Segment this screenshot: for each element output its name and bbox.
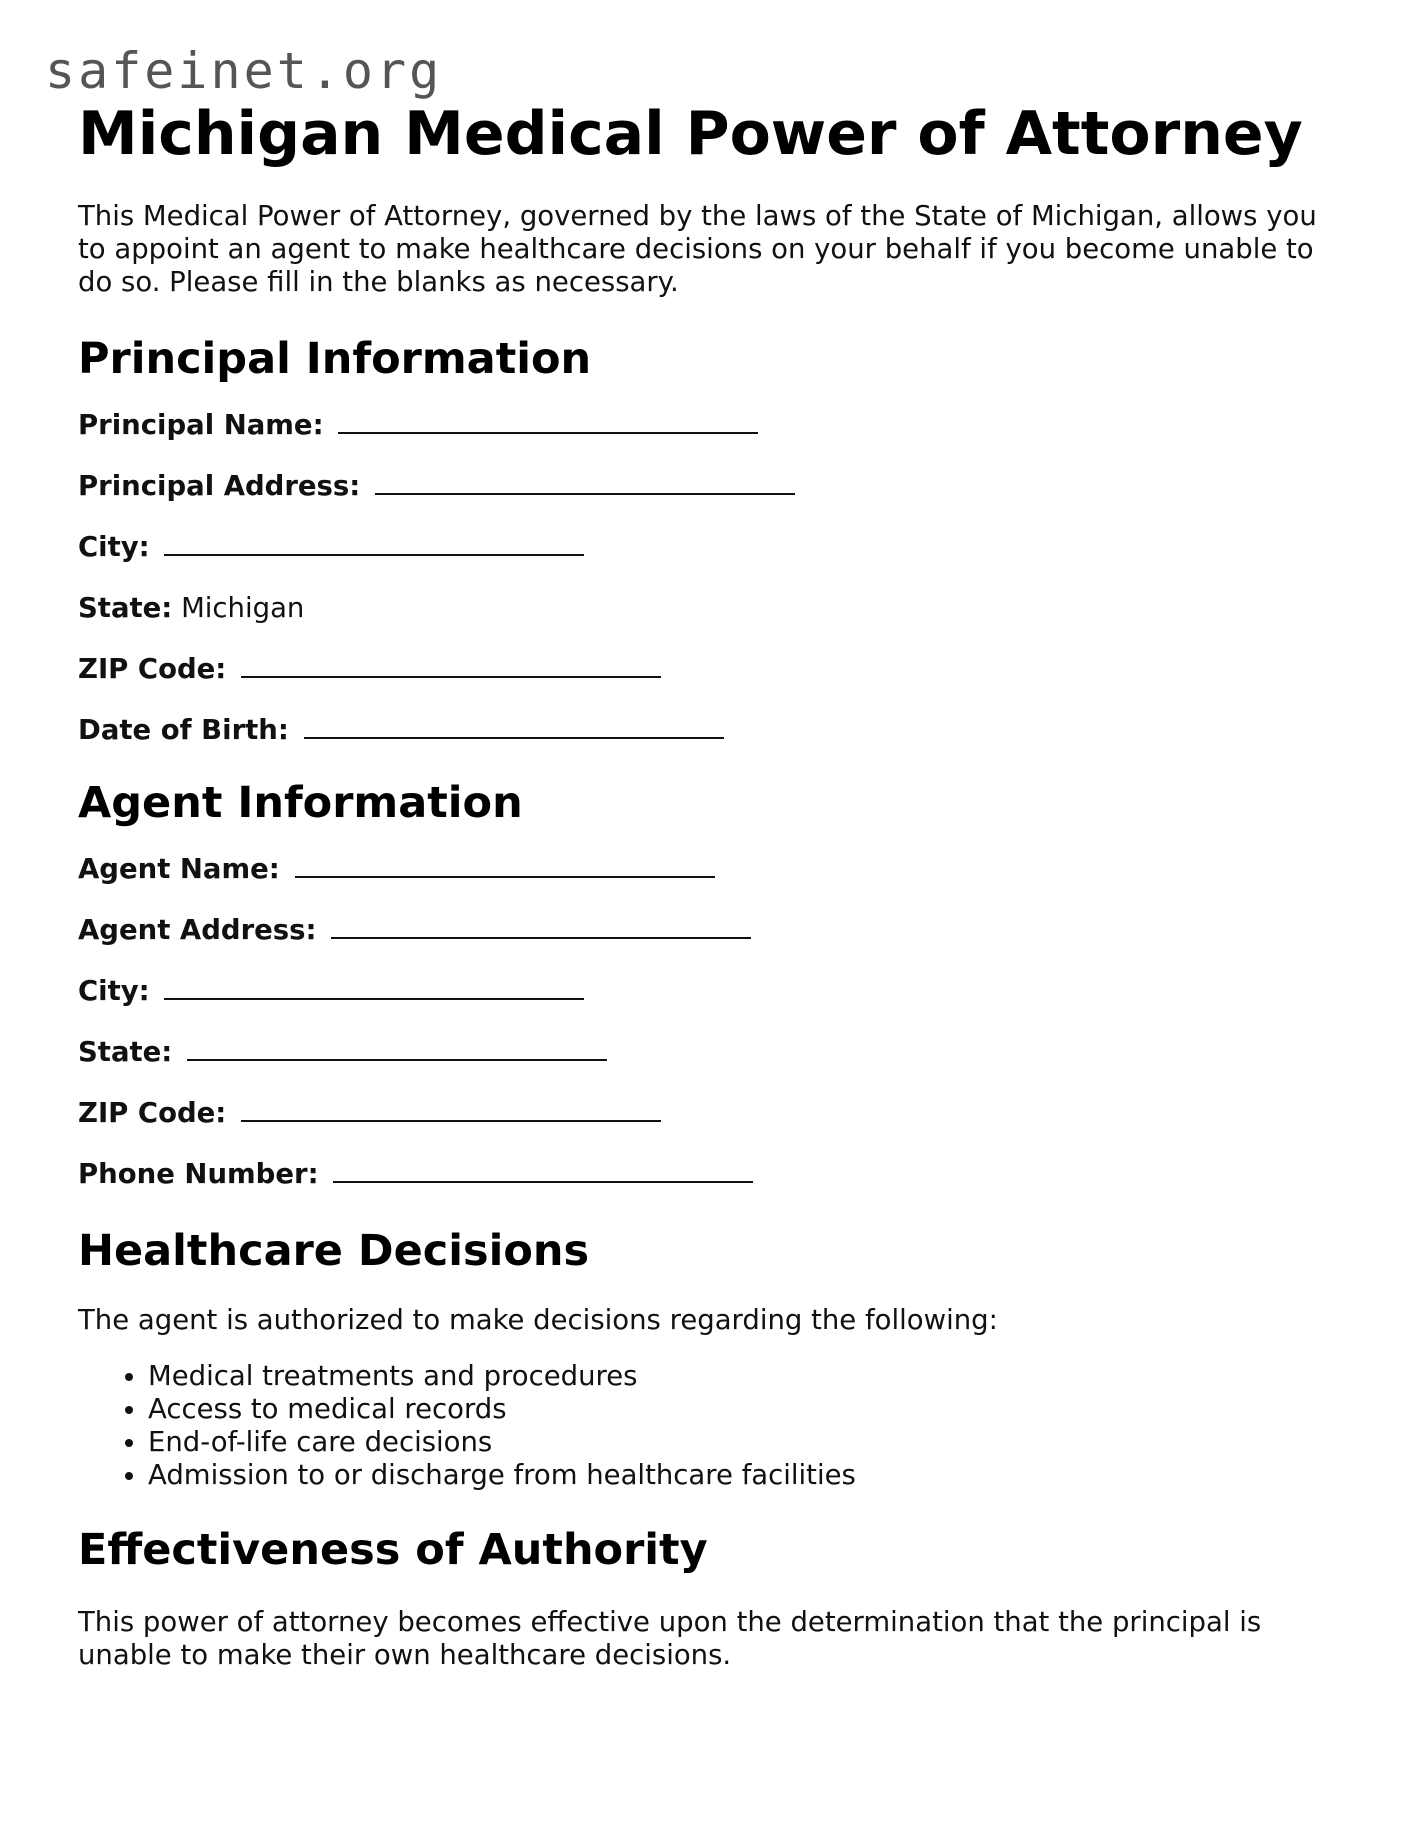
watermark-text: safeinet.org [45,42,443,100]
principal-address-blank[interactable] [375,471,795,495]
list-item: • Admission to or discharge from healthcare facilities [148,1459,1340,1492]
agent-zip-label: ZIP Code: [78,1097,227,1129]
principal-state-label: State: [78,592,173,624]
intro-paragraph: This Medical Power of Attorney, governed by the laws of the State of Michigan, allows you to appoint an agent to make healthcare decisions on your behalf if you become unable to do so. Please fill in the blanks as necessary. [78,200,1317,298]
principal-address-field [78,469,1340,503]
agent-address-label: Agent Address: [78,914,317,946]
agent-address-field [78,913,1340,947]
agent-state-blank[interactable] [187,1037,607,1061]
agent-name-field [78,852,1340,886]
agent-city-field [78,974,1340,1008]
principal-state-value: Michigan [181,592,305,624]
list-item: • End-of-life care decisions [148,1426,1340,1459]
agent-zip-field [78,1096,1340,1130]
document-title: Michigan Medical Power of Attorney [78,99,1303,169]
agent-name-blank[interactable] [295,854,715,878]
agent-city-label: City: [78,975,150,1007]
decisions-section-heading: Healthcare Decisions [78,1226,590,1276]
principal-dob-field [78,713,1340,747]
document-page [78,98,1340,1672]
agent-zip-blank[interactable] [241,1098,661,1122]
principal-zip-field [78,652,1340,686]
principal-city-label: City: [78,531,150,563]
agent-phone-blank[interactable] [333,1159,753,1183]
principal-city-blank[interactable] [164,532,584,556]
principal-dob-label: Date of Birth: [78,714,289,746]
principal-dob-blank[interactable] [304,715,724,739]
principal-state-field [78,591,1340,625]
agent-city-blank[interactable] [164,976,584,1000]
agent-address-blank[interactable] [331,915,751,939]
principal-zip-label: ZIP Code: [78,653,227,685]
agent-name-label: Agent Name: [78,853,280,885]
agent-phone-label: Phone Number: [78,1158,319,1190]
principal-name-label: Principal Name: [78,409,324,441]
agent-phone-field [78,1157,1340,1191]
principal-address-label: Principal Address: [78,470,361,502]
agent-state-label: State: [78,1036,173,1068]
list-item: • Medical treatments and procedures [148,1360,1340,1393]
decisions-list [78,1360,1340,1492]
principal-city-field [78,530,1340,564]
effectiveness-section-heading: Effectiveness of Authority [78,1525,708,1575]
list-item: • Access to medical records [148,1393,1340,1426]
decisions-intro-text: The agent is authorized to make decisions regarding the following: [78,1304,998,1336]
agent-section-heading: Agent Information [78,778,523,828]
effectiveness-text: This power of attorney becomes effective upon the determination that the principal is unable to make their own healthcare decisions. [78,1606,1262,1671]
principal-name-blank[interactable] [338,410,758,434]
principal-name-field [78,408,1340,442]
agent-state-field [78,1035,1340,1069]
principal-zip-blank[interactable] [241,654,661,678]
principal-section-heading: Principal Information [78,334,592,384]
